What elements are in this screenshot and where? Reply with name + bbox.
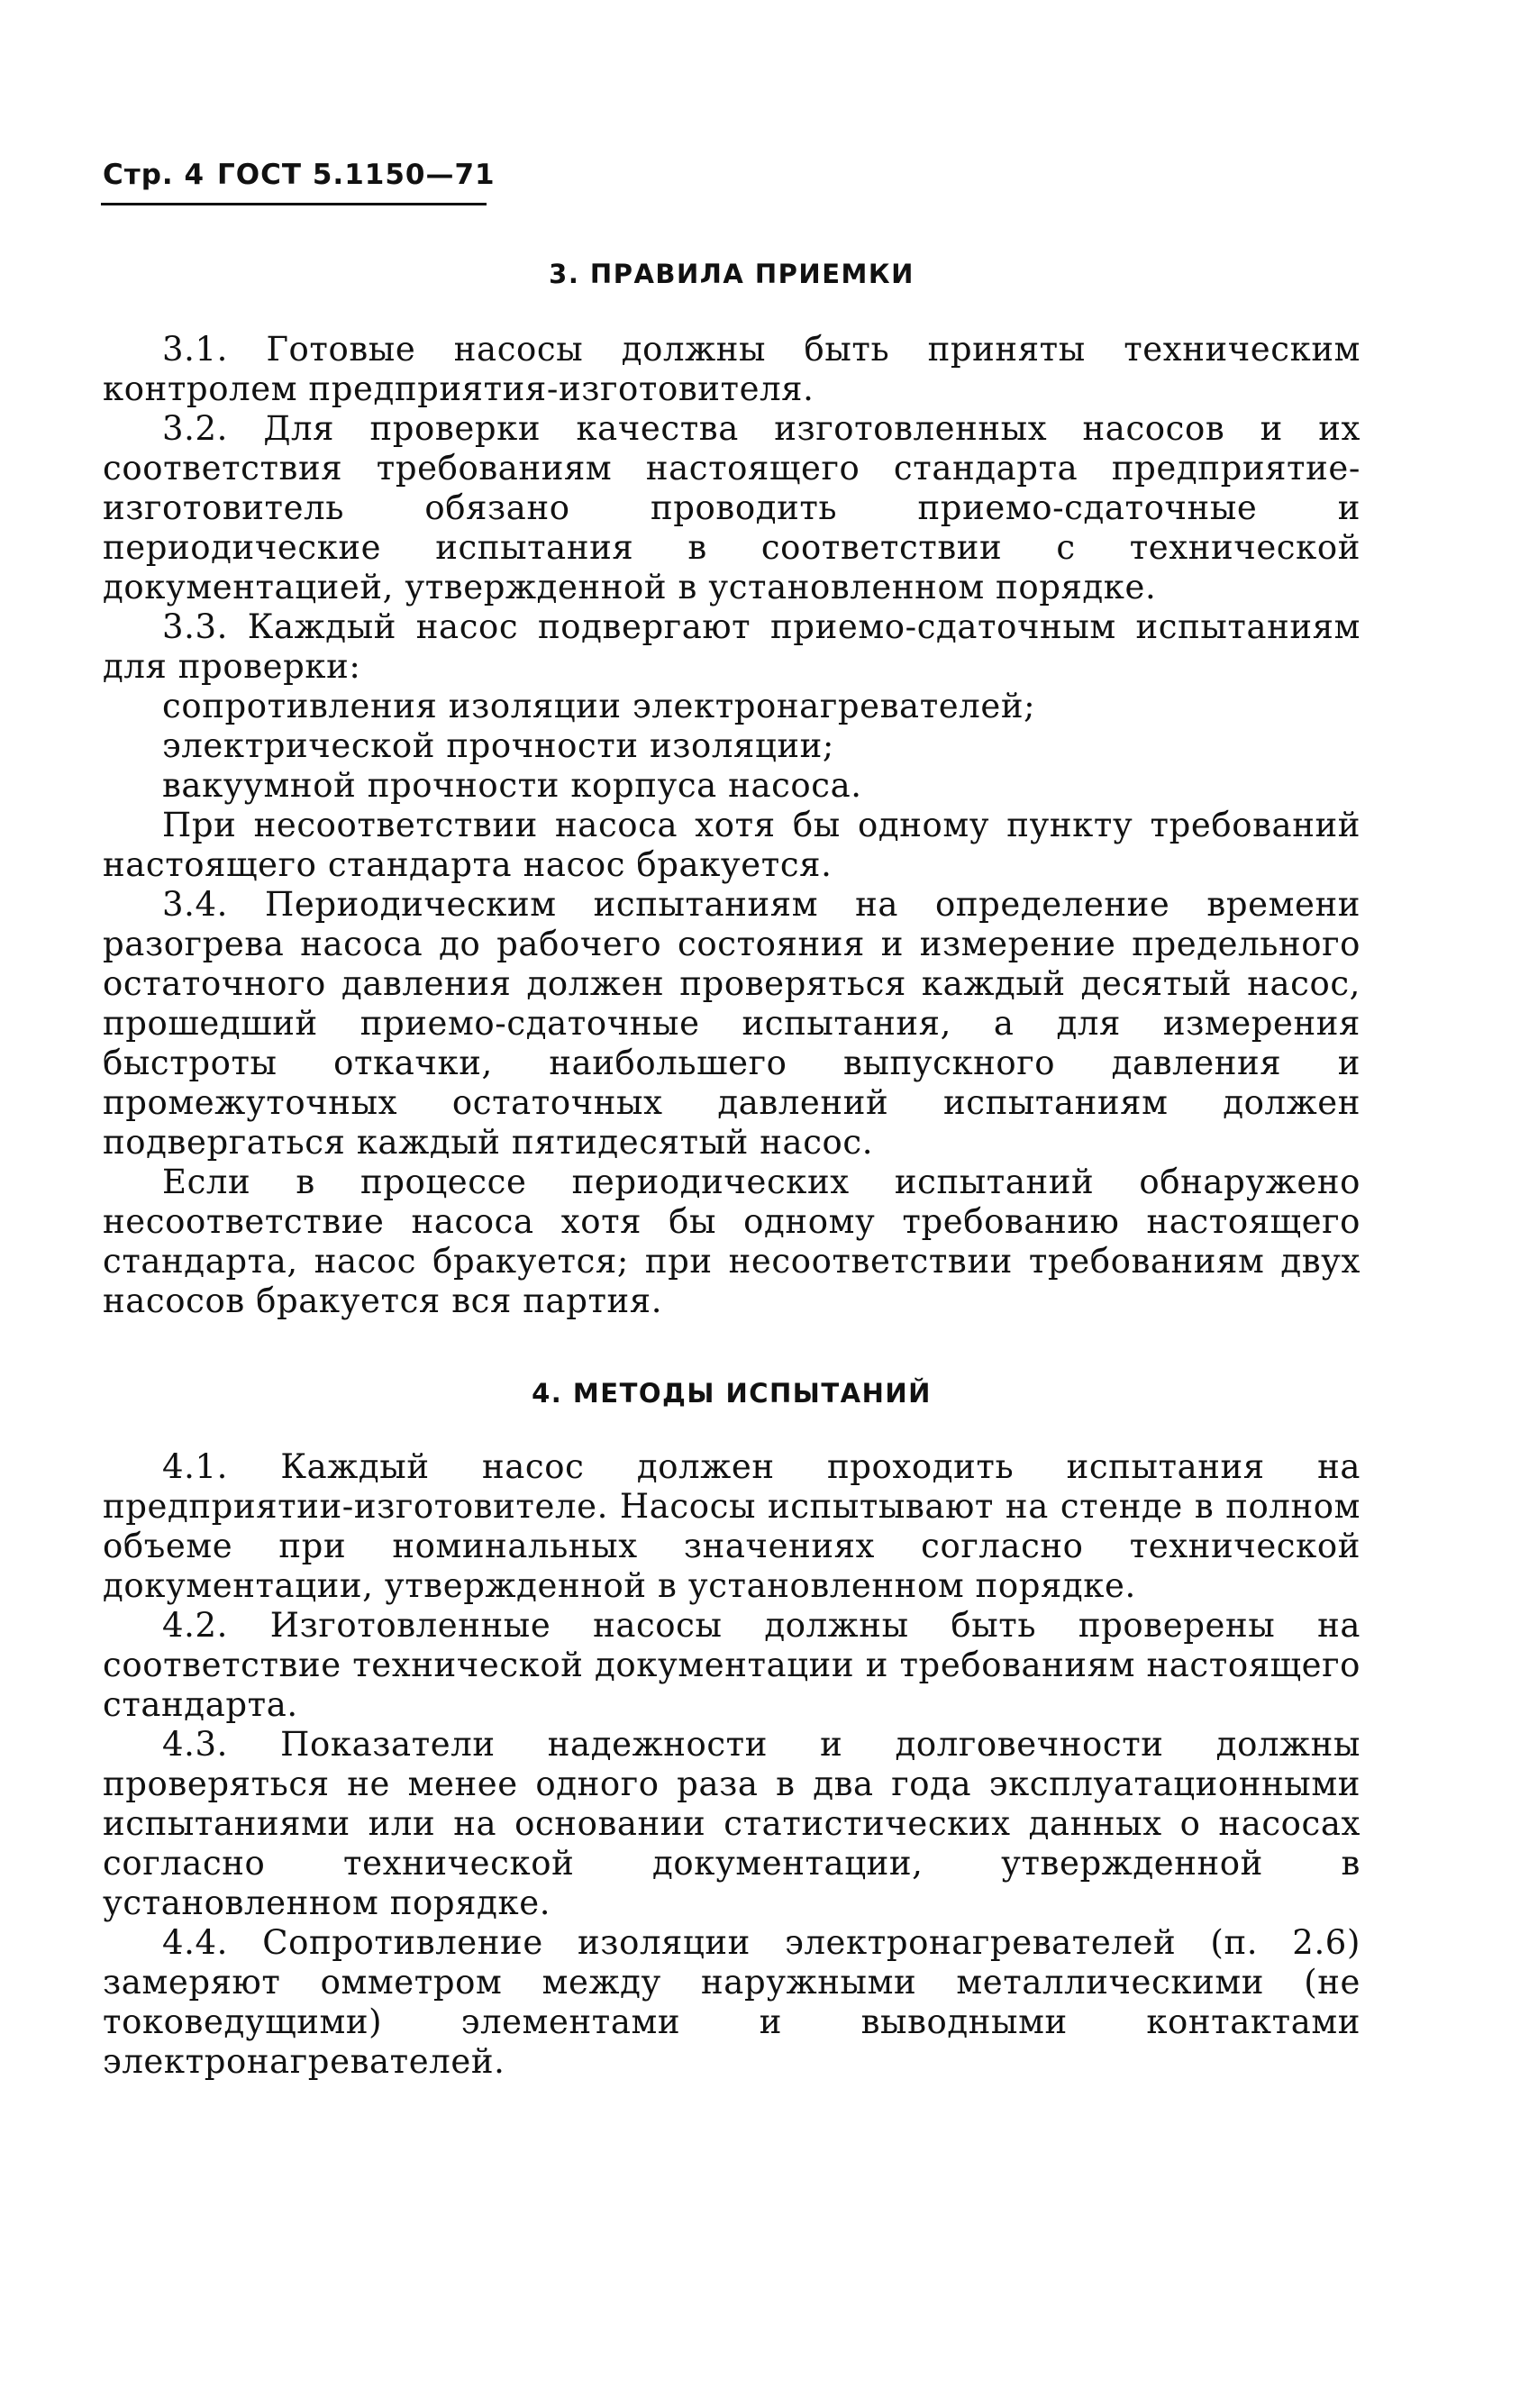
running-header <box>103 159 508 191</box>
paragraph-3-1: 3.1. Готовые насосы должны быть приняты техническим контролем предприятия-изготовителя. <box>103 330 1361 408</box>
paragraph-3-3: 3.3. Каждый насос подвергают приемо-сдаточным испытаниям для проверки: <box>103 607 1361 686</box>
paragraph-3-2: 3.2. Для проверки качества изготовленных насосов и их соответствия требованиям настоящего стандарта предприятие-изготовитель обязано проводить приемо-сдаточные и периодические испытания в соответствии с технической документацией, утвержденной в установленном порядке. <box>103 409 1361 607</box>
check-item-electrical-strength: электрической прочности изоляции; <box>162 726 834 765</box>
paragraph-4-2: 4.2. Изготовленные насосы должны быть проверены на соответствие технической документации и требованиям настоящего стандарта. <box>103 1606 1361 1724</box>
paragraph-3-4: 3.4. Периодическим испытаниям на определение времени разогрева насоса до рабочего состояния и измерение предельного остаточного давления должен проверяться каждый десятый насос, прошедший приемо-сдаточные испытания, а для измерения быстроты откачки, наибольшего выпускного давления и промежуточных остаточных давлений испытаниям должен подвергаться каждый пятидесятый насос. <box>103 885 1361 1162</box>
page-label: Стр. 4 <box>103 159 205 191</box>
paragraph-4-1: 4.1. Каждый насос должен проходить испытания на предприятии-изготовителе. Насосы испытывают на стенде в полном объеме при номинальных значениях согласно технической документации, утвержденной в установленном порядке. <box>103 1447 1361 1605</box>
paragraph-3-4-note: Если в процессе периодических испытаний обнаружено несоответствие насоса хотя бы одному требованию настоящего стандарта, насос бракуется; при несоответствии требованиям двух насосов бракуется вся партия. <box>103 1163 1361 1320</box>
section-4-title: 4. МЕТОДЫ ИСПЫТАНИЙ <box>532 1378 932 1409</box>
header-rule <box>101 203 487 205</box>
paragraph-4-3: 4.3. Показатели надежности и долговечности должны проверяться не менее одного раза в два года эксплуатационными испытаниями или на основании статистических данных о насосах согласно технической документации, утвержденной в установленном порядке. <box>103 1725 1361 1922</box>
document-body <box>103 243 1361 2082</box>
section-3-title: 3. ПРАВИЛА ПРИЕМКИ <box>549 259 915 289</box>
paragraph-4-4: 4.4. Сопротивление изоляции электронагревателей (п. 2.6) замеряют омметром между наружными металлическими (не токоведущими) элементами и выводными контактами электронагревателей. <box>103 1923 1361 2081</box>
check-item-insulation-resistance: сопротивления изоляции электронагревателей; <box>162 687 1036 725</box>
check-item-vacuum-strength: вакуумной прочности корпуса насоса. <box>162 766 862 805</box>
paragraph-3-3-note: При несоответствии насоса хотя бы одному пункту требований настоящего стандарта насос бракуется. <box>103 806 1361 884</box>
standard-number: ГОСТ 5.1150—71 <box>217 159 496 191</box>
